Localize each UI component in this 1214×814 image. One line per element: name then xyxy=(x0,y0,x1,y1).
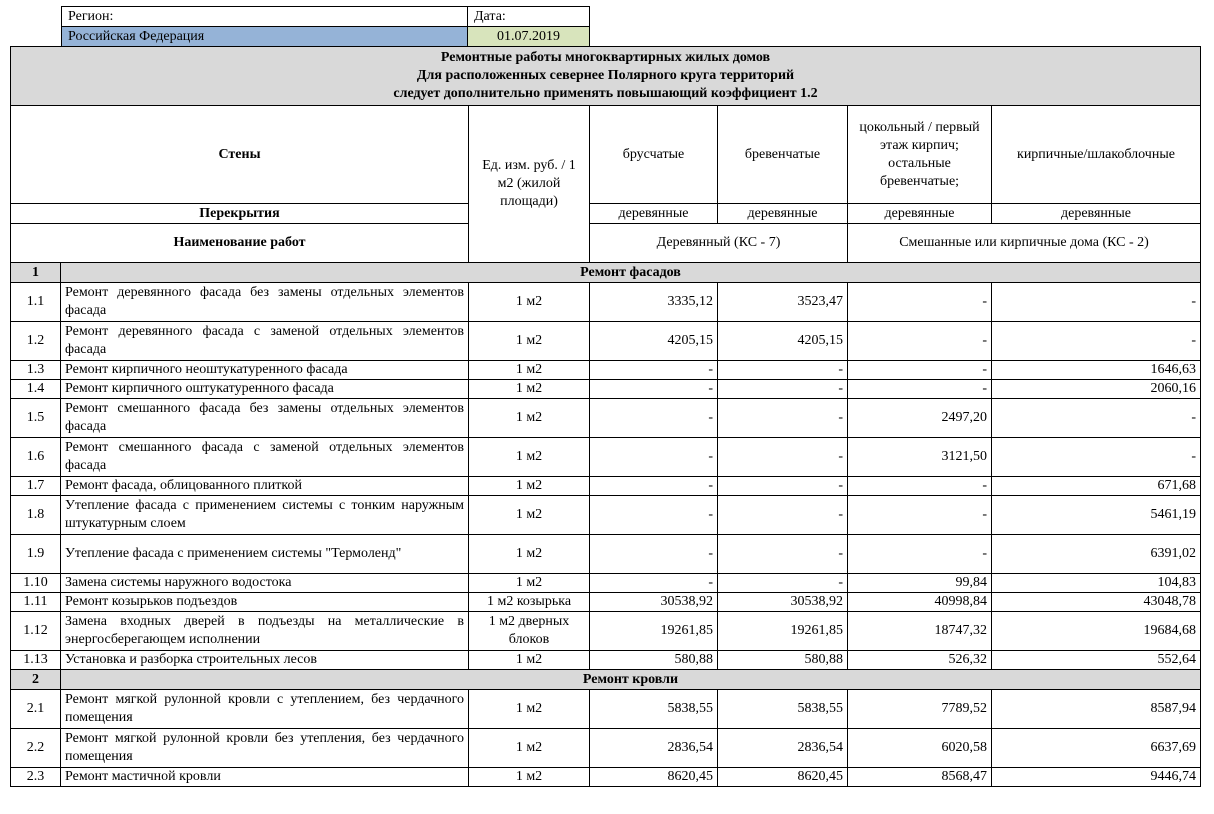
floor-type-3: деревянные xyxy=(848,204,992,224)
price-cell: - xyxy=(590,496,718,535)
wall-type-timber: брусчатые xyxy=(590,106,718,204)
work-name: Ремонт мастичной кровли xyxy=(61,768,469,787)
section-header-row xyxy=(11,263,1201,283)
unit-cell: 1 м2 xyxy=(469,283,590,322)
price-cell: - xyxy=(718,574,848,593)
unit-cell: 1 м2 xyxy=(469,496,590,535)
section-title: Ремонт фасадов xyxy=(61,263,1201,283)
unit-cell: 1 м2 xyxy=(469,768,590,787)
unit-cell: 1 м2 xyxy=(469,574,590,593)
price-cell: 30538,92 xyxy=(718,593,848,612)
price-cell: 19684,68 xyxy=(992,612,1201,651)
price-cell: - xyxy=(718,535,848,574)
unit-cell: 1 м2 xyxy=(469,651,590,670)
price-cell: 2836,54 xyxy=(590,729,718,768)
price-cell: - xyxy=(718,361,848,380)
price-cell: - xyxy=(992,283,1201,322)
price-cell: 3523,47 xyxy=(718,283,848,322)
price-cell: 671,68 xyxy=(992,477,1201,496)
table-row xyxy=(11,399,1201,438)
table-row xyxy=(11,380,1201,399)
row-number: 1.11 xyxy=(11,593,61,612)
row-number: 1.6 xyxy=(11,438,61,477)
price-cell: - xyxy=(992,399,1201,438)
price-cell: 3121,50 xyxy=(848,438,992,477)
work-name: Ремонт деревянного фасада с заменой отдельных элементов фасада xyxy=(61,322,469,361)
price-cell: 40998,84 xyxy=(848,593,992,612)
table-row xyxy=(11,477,1201,496)
unit-cell: 1 м2 xyxy=(469,477,590,496)
table-row xyxy=(11,690,1201,729)
price-cell: - xyxy=(992,438,1201,477)
price-cell: 8620,45 xyxy=(590,768,718,787)
work-name: Ремонт мягкой рулонной кровли без утепления, без чердачного помещения xyxy=(61,729,469,768)
table-row xyxy=(11,438,1201,477)
row-number: 2.3 xyxy=(11,768,61,787)
price-cell: - xyxy=(848,322,992,361)
price-cell: - xyxy=(718,438,848,477)
price-cell: - xyxy=(590,535,718,574)
price-cell: 6637,69 xyxy=(992,729,1201,768)
unit-cell: 1 м2 xyxy=(469,380,590,399)
table-title xyxy=(11,47,1201,106)
row-number: 1.12 xyxy=(11,612,61,651)
walls-header: Стены xyxy=(11,106,469,204)
price-cell: - xyxy=(992,322,1201,361)
unit-cell: 1 м2 xyxy=(469,535,590,574)
price-cell: - xyxy=(848,361,992,380)
table-row xyxy=(11,651,1201,670)
price-cell: 4205,15 xyxy=(718,322,848,361)
price-cell: - xyxy=(848,283,992,322)
wall-type-brick: кирпичные/шлакоблочные xyxy=(992,106,1201,204)
price-cell: 8587,94 xyxy=(992,690,1201,729)
row-number: 1.3 xyxy=(11,361,61,380)
price-cell: - xyxy=(590,574,718,593)
work-name: Ремонт смешанного фасада без замены отдельных элементов фасада xyxy=(61,399,469,438)
price-cell: 19261,85 xyxy=(590,612,718,651)
date-value[interactable]: 01.07.2019 xyxy=(468,27,590,47)
section-title: Ремонт кровли xyxy=(61,670,1201,690)
row-number: 1.9 xyxy=(11,535,61,574)
price-cell: - xyxy=(590,477,718,496)
price-cell: 5461,19 xyxy=(992,496,1201,535)
price-cell: - xyxy=(718,399,848,438)
price-cell: 7789,52 xyxy=(848,690,992,729)
row-number: 1.5 xyxy=(11,399,61,438)
price-cell: 4205,15 xyxy=(590,322,718,361)
row-number: 1.10 xyxy=(11,574,61,593)
price-cell: - xyxy=(848,380,992,399)
price-cell: 2836,54 xyxy=(718,729,848,768)
work-name: Ремонт деревянного фасада без замены отдельных элементов фасада xyxy=(61,283,469,322)
price-cell: 9446,74 xyxy=(992,768,1201,787)
row-number: 1.1 xyxy=(11,283,61,322)
table-row xyxy=(11,535,1201,574)
price-cell: 18747,32 xyxy=(848,612,992,651)
wall-type-mixed: цокольный / первый этаж кирпич; остальные бревенчатые; xyxy=(848,106,992,204)
table-row xyxy=(11,283,1201,322)
price-cell: 552,64 xyxy=(992,651,1201,670)
unit-header: Ед. изм. руб. / 1 м2 (жилой площади) xyxy=(469,106,590,263)
price-cell: - xyxy=(848,477,992,496)
work-name: Замена входных дверей в подъезды на металлические в энергосберегающем исполнении xyxy=(61,612,469,651)
repair-works-table xyxy=(10,46,1201,787)
region-date-table xyxy=(61,6,590,47)
price-cell: 6020,58 xyxy=(848,729,992,768)
row-number: 2.1 xyxy=(11,690,61,729)
table-row xyxy=(11,496,1201,535)
work-name: Замена системы наружного водостока xyxy=(61,574,469,593)
price-cell: 580,88 xyxy=(718,651,848,670)
floors-header: Перекрытия xyxy=(11,204,469,224)
price-cell: 2060,16 xyxy=(992,380,1201,399)
work-name: Утепление фасада с применением системы "Термоленд" xyxy=(61,535,469,574)
floor-type-2: деревянные xyxy=(718,204,848,224)
price-cell: 3335,12 xyxy=(590,283,718,322)
unit-cell: 1 м2 xyxy=(469,361,590,380)
row-number: 1.7 xyxy=(11,477,61,496)
title-line-3: следует дополнительно применять повышающий коэффициент 1.2 xyxy=(393,86,818,101)
section-number: 1 xyxy=(11,263,61,283)
work-name: Ремонт козырьков подъездов xyxy=(61,593,469,612)
row-number: 1.8 xyxy=(11,496,61,535)
title-line-1: Ремонтные работы многоквартирных жилых домов xyxy=(440,50,771,65)
price-cell: - xyxy=(718,496,848,535)
table-row xyxy=(11,612,1201,651)
price-cell: 1646,63 xyxy=(992,361,1201,380)
price-cell: 8620,45 xyxy=(718,768,848,787)
price-cell: 43048,78 xyxy=(992,593,1201,612)
date-label: Дата: xyxy=(468,7,590,27)
unit-cell: 1 м2 xyxy=(469,322,590,361)
wall-type-log: бревенчатые xyxy=(718,106,848,204)
row-number: 1.13 xyxy=(11,651,61,670)
price-cell: 99,84 xyxy=(848,574,992,593)
price-cell: - xyxy=(718,380,848,399)
floor-type-4: деревянные xyxy=(992,204,1201,224)
title-line-2: Для расположенных севернее Полярного круга территорий xyxy=(416,68,795,83)
unit-cell: 1 м2 xyxy=(469,729,590,768)
price-cell: - xyxy=(590,399,718,438)
price-cell: - xyxy=(848,535,992,574)
price-cell: 5838,55 xyxy=(718,690,848,729)
unit-cell: 1 м2 xyxy=(469,399,590,438)
section-header-row xyxy=(11,670,1201,690)
price-cell: - xyxy=(590,438,718,477)
price-cell: 19261,85 xyxy=(718,612,848,651)
floor-type-1: деревянные xyxy=(590,204,718,224)
table-row xyxy=(11,574,1201,593)
price-cell: 580,88 xyxy=(590,651,718,670)
work-name: Ремонт мягкой рулонной кровли с утеплением, без чердачного помещения xyxy=(61,690,469,729)
table-row xyxy=(11,593,1201,612)
price-cell: 6391,02 xyxy=(992,535,1201,574)
work-name: Ремонт кирпичного оштукатуренного фасада xyxy=(61,380,469,399)
price-cell: - xyxy=(718,477,848,496)
price-cell: 30538,92 xyxy=(590,593,718,612)
unit-cell: 1 м2 xyxy=(469,690,590,729)
price-cell: 104,83 xyxy=(992,574,1201,593)
table-row xyxy=(11,361,1201,380)
row-number: 1.4 xyxy=(11,380,61,399)
region-value[interactable]: Российская Федерация xyxy=(62,27,468,47)
work-name: Ремонт фасада, облицованного плиткой xyxy=(61,477,469,496)
price-cell: 8568,47 xyxy=(848,768,992,787)
row-number: 1.2 xyxy=(11,322,61,361)
table-row xyxy=(11,768,1201,787)
table-row xyxy=(11,322,1201,361)
table-row xyxy=(11,729,1201,768)
price-cell: 2497,20 xyxy=(848,399,992,438)
work-name: Утепление фасада с применением системы с тонким наружным штукатурным слоем xyxy=(61,496,469,535)
row-number: 2.2 xyxy=(11,729,61,768)
work-name: Ремонт кирпичного неоштукатуренного фасада xyxy=(61,361,469,380)
work-name-header: Наименование работ xyxy=(11,224,469,263)
group-mixed-header: Смешанные или кирпичные дома (КС - 2) xyxy=(848,224,1201,263)
unit-cell: 1 м2 козырька xyxy=(469,593,590,612)
price-cell: - xyxy=(590,380,718,399)
work-name: Ремонт смешанного фасада с заменой отдельных элементов фасада xyxy=(61,438,469,477)
region-label: Регион: xyxy=(62,7,468,27)
section-number: 2 xyxy=(11,670,61,690)
price-cell: 5838,55 xyxy=(590,690,718,729)
price-cell: - xyxy=(590,361,718,380)
unit-cell: 1 м2 xyxy=(469,438,590,477)
price-cell: - xyxy=(848,496,992,535)
unit-cell: 1 м2 дверных блоков xyxy=(469,612,590,651)
price-cell: 526,32 xyxy=(848,651,992,670)
work-name: Установка и разборка строительных лесов xyxy=(61,651,469,670)
group-wood-header: Деревянный (КС - 7) xyxy=(590,224,848,263)
